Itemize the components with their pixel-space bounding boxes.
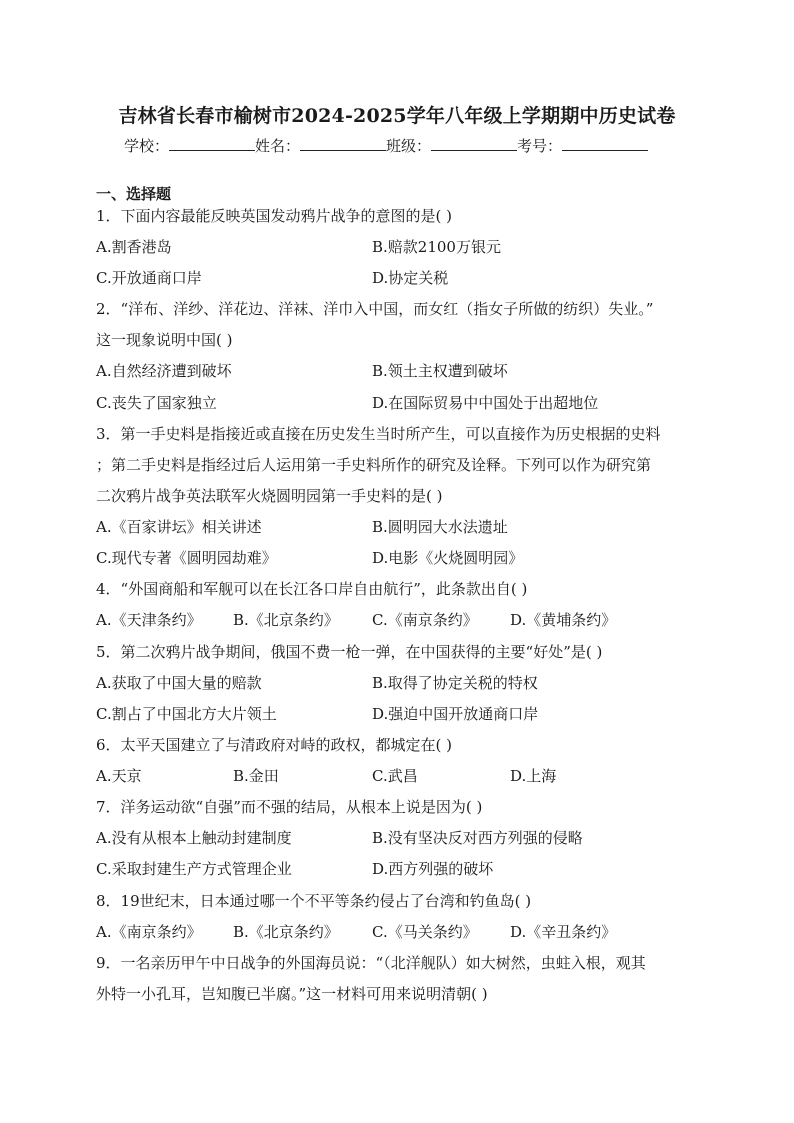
question-2-option-c[interactable]: C.丧失了国家独立 (96, 394, 217, 412)
question-2-option-d[interactable]: D.在国际贸易中中国处于出超地位 (372, 394, 599, 412)
question-7-option-c[interactable]: C.采取封建生产方式管理企业 (96, 860, 292, 878)
question-3-stem-cont-1: ；第二手史料是指经过后人运用第一手史料所作的研究及诠释。下列可以作为研究第 (96, 456, 652, 474)
student-info-row (124, 135, 648, 156)
name-blank[interactable] (300, 138, 386, 151)
question-9-stem-cont: 外特一小孔耳，岂知腹已半腐。”这一材料可用来说明清朝( ) (96, 985, 488, 1003)
question-5-option-d[interactable]: D.强迫中国开放通商口岸 (372, 705, 539, 723)
question-4-option-c[interactable]: C.《南京条约》 (372, 611, 478, 629)
question-4-option-b[interactable]: B.《北京条约》 (233, 611, 339, 629)
question-6-option-c[interactable]: C.武昌 (372, 767, 418, 785)
question-1-option-a[interactable]: A.割香港岛 (96, 238, 172, 256)
question-1-option-d[interactable]: D.协定关税 (372, 269, 449, 287)
school-blank[interactable] (169, 138, 255, 151)
question-3-option-b[interactable]: B.圆明园大水法遗址 (372, 518, 508, 536)
question-6-stem: 6．太平天国建立了与清政府对峙的政权，都城定在( ) (96, 736, 453, 754)
exam-number-label: 考号： (517, 137, 563, 155)
question-1-option-b[interactable]: B.赔款2100万银元 (372, 238, 501, 256)
question-6-option-d[interactable]: D.上海 (510, 767, 557, 785)
question-4-option-a[interactable]: A.《天津条约》 (96, 611, 202, 629)
question-3-option-a[interactable]: A.《百家讲坛》相关讲述 (96, 518, 262, 536)
question-7-stem: 7．洋务运动欲“自强”而不强的结局，从根本上说是因为( ) (96, 798, 483, 816)
question-8-option-b[interactable]: B.《北京条约》 (233, 923, 339, 941)
question-1-stem: 1．下面内容最能反映英国发动鸦片战争的意图的是( ) (96, 207, 453, 225)
question-5-option-c[interactable]: C.割占了中国北方大片领土 (96, 705, 277, 723)
school-label: 学校： (124, 137, 170, 155)
question-3-stem: 3．第一手史料是指接近或直接在历史发生当时所产生，可以直接作为历史根据的史料 (96, 425, 661, 443)
question-3-stem-cont-2: 二次鸦片战争英法联军火烧圆明园第一手史料的是( ) (96, 487, 443, 505)
question-6-option-b[interactable]: B.金田 (233, 767, 279, 785)
question-2-stem: 2．“洋布、洋纱、洋花边、洋袜、洋巾入中国，而女红（指女子所做的纺织）失业。” (96, 300, 654, 318)
question-7-option-a[interactable]: A.没有从根本上触动封建制度 (96, 829, 292, 847)
class-label: 班级： (386, 137, 432, 155)
class-blank[interactable] (431, 138, 517, 151)
name-label: 姓名： (255, 137, 301, 155)
question-7-option-d[interactable]: D.西方列强的破坏 (372, 860, 494, 878)
question-6-option-a[interactable]: A.天京 (96, 767, 142, 785)
question-8-option-d[interactable]: D.《辛丑条约》 (510, 923, 617, 941)
section-heading: 一、选择题 (96, 185, 172, 203)
question-5-option-a[interactable]: A.获取了中国大量的赔款 (96, 674, 262, 692)
question-4-option-d[interactable]: D.《黄埔条约》 (510, 611, 617, 629)
question-2-option-b[interactable]: B.领土主权遭到破坏 (372, 362, 508, 380)
question-7-option-b[interactable]: B.没有坚决反对西方列强的侵略 (372, 829, 583, 847)
question-1-option-c[interactable]: C.开放通商口岸 (96, 269, 202, 287)
question-8-stem: 8．19世纪末，日本通过哪一个不平等条约侵占了台湾和钓鱼岛( ) (96, 892, 532, 910)
question-4-stem: 4．“外国商船和军舰可以在长江各口岸自由航行”，此条款出自( ) (96, 580, 528, 598)
question-3-option-d[interactable]: D.电影《火烧圆明园》 (372, 549, 524, 567)
question-2-option-a[interactable]: A.自然经济遭到破坏 (96, 362, 232, 380)
exam-number-blank[interactable] (562, 138, 648, 151)
exam-title: 吉林省长春市榆树市2024-2025学年八年级上学期期中历史试卷 (118, 105, 676, 127)
question-5-stem: 5．第二次鸦片战争期间，俄国不费一枪一弹，在中国获得的主要“好处”是( ) (96, 643, 603, 661)
question-9-stem: 9．一名亲历甲午中日战争的外国海员说：“（北洋舰队）如大树然，虫蛀入根，观其 (96, 954, 646, 972)
question-8-option-c[interactable]: C.《马关条约》 (372, 923, 478, 941)
question-8-option-a[interactable]: A.《南京条约》 (96, 923, 202, 941)
question-2-stem-cont: 这一现象说明中国( ) (96, 331, 233, 349)
question-5-option-b[interactable]: B.取得了协定关税的特权 (372, 674, 538, 692)
question-3-option-c[interactable]: C.现代专著《圆明园劫难》 (96, 549, 277, 567)
